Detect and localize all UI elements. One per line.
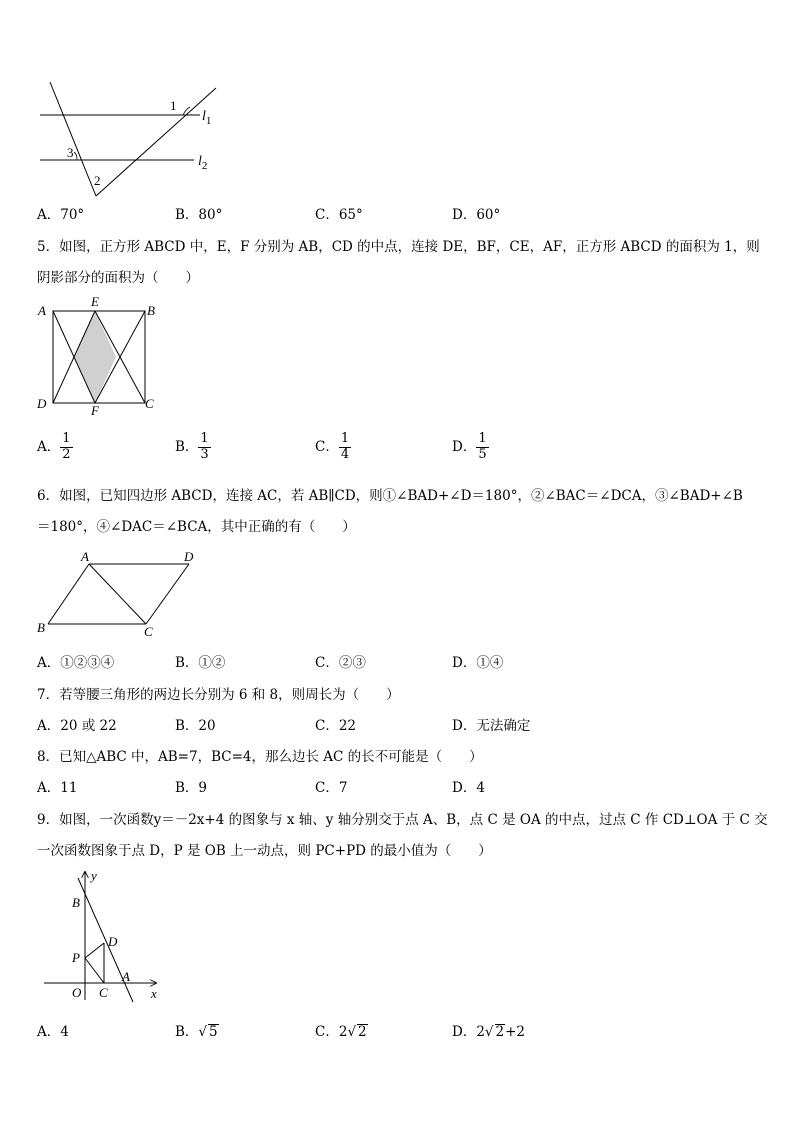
q9-option-c-label: C． [315,1024,339,1040]
fraction [339,432,351,463]
point-p-label: P [72,950,80,965]
point-b-label: B [72,895,80,910]
q7-option-a: A．20 或 22 [37,718,117,734]
q5-option-b [175,432,211,463]
q6-stem-line2: ＝180°，④∠DAC＝∠BCA，其中正确的有（ ） [37,519,356,535]
point-o-label: O [72,985,82,1000]
q4-figure [30,78,230,203]
q9-stem-line1: 9．如图，一次函数y＝－2x+4 的图象与 x 轴、y 轴分别交于点 A、B，点 C 是 OA 的中点，过点 C 作 CD⊥OA 于 C 交 [37,812,768,828]
point-b-label: B [37,620,45,635]
q7-option-c: C．22 [315,718,357,734]
q4-option-c: C．65° [315,207,363,223]
numerator: 1 [62,431,71,446]
radicand: 5 [209,1024,218,1040]
numerator: 1 [478,431,487,446]
tail-term: +2 [505,1024,526,1040]
angle-2-label: 2 [94,173,101,188]
point-a-label: A [81,549,89,564]
numerator: 1 [200,431,209,446]
denominator: 5 [478,446,487,462]
numerator: 1 [340,431,350,446]
point-c-label: C [144,624,153,639]
point-a-label: A [38,303,46,318]
point-c-label: C [145,396,154,411]
side-ab [48,564,89,624]
point-c-label: C [99,985,108,1000]
fraction [476,432,488,463]
q6-figure [34,548,204,640]
q5-option-d [452,432,489,463]
segment-pd [85,943,104,958]
q4-option-a: A．70° [37,207,85,223]
q8-stem: 8．已知△ABC 中，AB=7，BC=4，那么边长 AC 的长不可能是（ ） [37,749,483,765]
radicand: 2 [495,1024,505,1040]
shaded-rhombus [74,311,116,403]
point-a-label: A [122,969,130,984]
transversal-left [50,82,96,196]
q9-option-d-label: D． [452,1024,477,1040]
angle-1-arc [183,107,190,115]
diagonal-ac [89,564,146,624]
q7-option-b: B．20 [175,718,216,734]
coefficient: 2 [476,1024,485,1040]
segment-pc [85,958,104,983]
q5-option-a-label: A． [37,438,61,455]
q4-option-b: B．80° [175,207,223,223]
q9-stem-line2: 一次函数图象于点 D，P 是 OB 上一动点，则 PC+PD 的最小值为（ ） [37,843,492,859]
q8-option-b: B．9 [175,780,208,796]
q6-option-d: D．①④ [452,655,504,671]
q5-figure [34,292,164,420]
q9-option-b [175,1024,219,1040]
angle-1-label: 1 [170,98,177,113]
radicand: 2 [358,1024,367,1040]
coefficient: 2 [338,1024,348,1040]
q6-option-c: C．②③ [315,655,366,671]
sqrt-sign: √ [484,1024,494,1040]
q5-stem-line2: 阴影部分的面积为（ ） [37,270,199,286]
denominator: 4 [340,446,350,462]
point-d-label: D [184,549,194,564]
q5-option-c-label: C． [315,438,339,455]
point-d-label: D [108,934,118,949]
point-e-label: E [91,294,99,309]
q8-option-a: A．11 [37,780,78,796]
side-cd [146,564,189,624]
fraction [198,432,210,463]
angle-3-label: 3 [67,145,74,160]
fraction [60,432,72,463]
sqrt-sign: √ [347,1024,357,1040]
x-axis-label: x [151,986,157,1001]
l1-label: $l_1$ [202,109,212,127]
l2-label: $l_2$ [198,154,208,172]
angle-3-arc [74,152,77,160]
denominator: 2 [62,446,71,462]
q9-option-a: A．4 [37,1024,69,1040]
denominator: 3 [200,446,209,462]
q8-option-d: D．4 [452,780,485,796]
point-f-label: F [91,403,99,418]
q9-option-b-label: B． [175,1024,199,1040]
q4-option-d: D．60° [452,207,501,223]
q8-option-c: C．7 [315,780,348,796]
q5-option-d-label: D． [452,438,477,455]
point-b-label: B [147,303,155,318]
q5-option-c [315,432,351,463]
transversal-right [96,88,216,196]
q9-figure [38,866,173,1006]
q5-option-a [37,432,73,463]
sqrt-sign: √ [198,1024,208,1040]
point-d-label: D [37,396,47,411]
q7-option-d: D．无法确定 [452,718,531,734]
q6-option-b: B．①② [175,655,226,671]
q5-stem-line1: 5．如图，正方形 ABCD 中，E，F 分别为 AB，CD 的中点，连接 DE，BF，CE，AF，正方形 ABCD 的面积为 1，则 [37,239,760,255]
q6-stem-line1: 6．如图，已知四边形 ABCD，连接 AC，若 AB∥CD，则①∠BAD+∠D＝180°，②∠BAC＝∠DCA，③∠BAD+∠B [37,488,743,504]
q5-option-b-label: B． [175,438,199,455]
q6-option-a: A．①②③④ [37,655,115,671]
q9-option-d [452,1024,525,1040]
q9-option-c [315,1024,368,1040]
y-axis-label: y [91,868,97,883]
q7-stem: 7．若等腰三角形的两边长分别为 6 和 8，则周长为（ ） [37,687,400,703]
